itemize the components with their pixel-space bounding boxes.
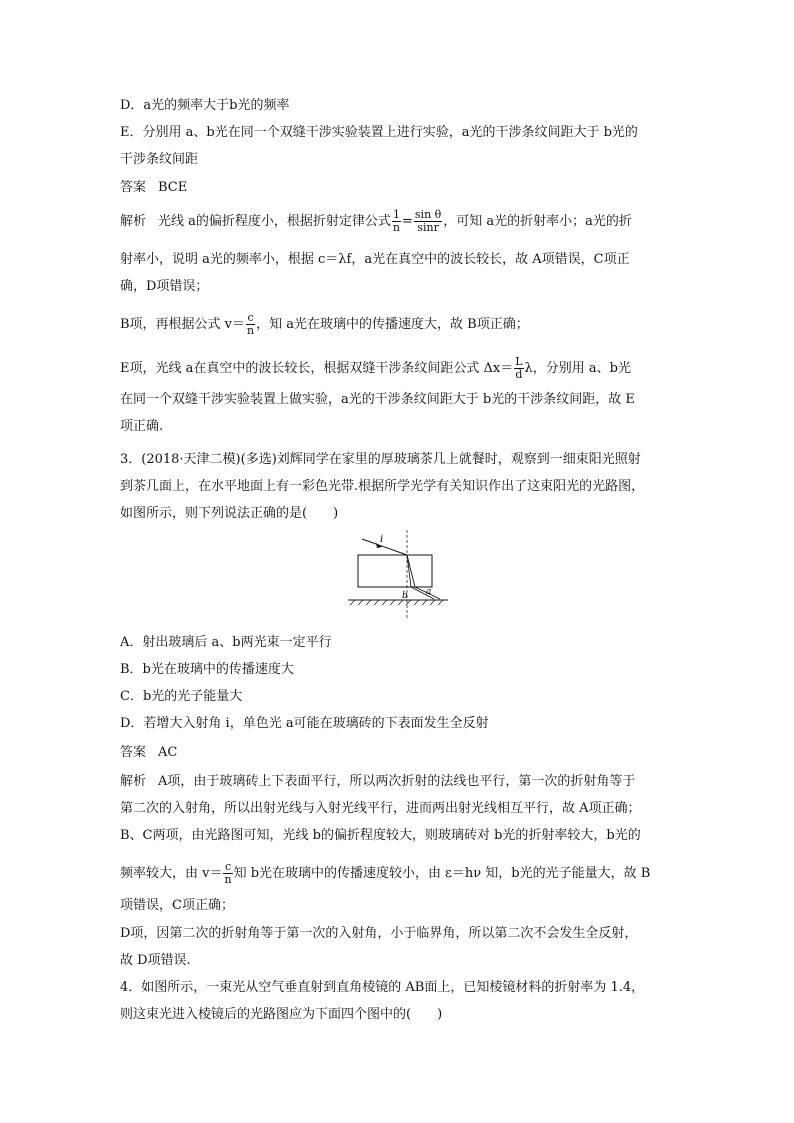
answer-2 [120, 179, 680, 197]
fraction-1-over-n: $\frac{1}{n}$ [392, 208, 400, 234]
refracted-ray-a [407, 555, 415, 587]
question-3-line1: 3．(2018·天津二模)(多选)刘辉同学在家里的厚玻璃茶几上就餐时，观察到一细束阳光照射 [120, 452, 641, 467]
answer-3 [120, 744, 680, 762]
explanation-3-line3: B、C两项，由光路图可知，光线 b的偏折程度较大，则玻璃砖对 b光的折射率较大，b光的 [120, 828, 641, 843]
explanation-3-line1: 解析 A项，由于玻璃砖上下表面平行，所以两次折射的法线也平行，第一次的折射角等于 [120, 774, 636, 789]
option-3b: B．b光在玻璃中的传播速度大 [120, 662, 294, 677]
answer-label: 答案 [120, 180, 147, 195]
explanation-2-line4: B项，再根据公式 v＝ $\frac{c}{n}$ ，知 a光在玻璃中的传播速度大，故 B项正确； [120, 311, 529, 337]
explanation-label: 解析 [120, 774, 147, 789]
explanation-2-line1: 解析 光线 a的偏折程度小，根据折射定律公式 $\frac{1}{n}$ = $\frac{\text{sin θ}}{\sin r}$ ，可知 a光的折射率小；a光的折 [120, 208, 632, 234]
answer-value: AC [158, 745, 178, 760]
explanation-2-line3: 确，D项错误； [120, 279, 209, 294]
label-a: a [426, 587, 432, 597]
explanation-3-line2: 第二次的入射角，所以出射光线与入射光线平行，进而两出射光线相互平行，故 A项正确； [120, 801, 641, 816]
fraction-c-over-n: $\frac{c}{n}$ [224, 860, 232, 886]
fraction-l-over-d: $\frac{L}{d}$ [515, 355, 523, 381]
light-path-figure [340, 530, 450, 620]
option-3c: C．b光的光子能量大 [120, 689, 243, 704]
explanation-3-line5: 项错误，C项正确； [120, 898, 234, 913]
label-b: b [402, 591, 408, 601]
answer-label: 答案 [120, 745, 147, 760]
label-i: i [380, 534, 384, 545]
option-d-prev: D．a光的频率大于b光的频率 [120, 98, 290, 113]
question-4-line2: 则这束光进入棱镜后的光路图应为下面四个图中的( ) [120, 1007, 443, 1022]
refracted-ray-b [407, 555, 411, 587]
explanation-2-line7: 项正确. [120, 419, 164, 434]
option-3d: D．若增大入射角 i，单色光 a可能在玻璃砖的下表面发生全反射 [120, 716, 489, 731]
option-e-prev-line1: E．分别用 a、b光在同一个双缝干涉实验装置上进行实验，a光的干涉条纹间距大于 b光的 [120, 125, 638, 140]
explanation-3-line6: D项，因第二次的折射角等于第一次的入射角，小于临界角，所以第二次不会发生全反射， [120, 926, 638, 941]
explanation-3-line7: 故 D项错误. [120, 953, 191, 968]
explanation-3-line4: 频率较大，由 v＝ $\frac{c}{n}$ 知 b光在玻璃中的传播速度较小，由 ε＝hν 知，b光的光子能量大，故 B [120, 860, 651, 886]
answer-value: BCE [158, 180, 188, 195]
explanation-2-line5: E项，光线 a在真空中的波长较长，根据双缝干涉条纹间距公式 Δx＝ $\frac{L}{d}$ λ，分别用 a、b光 [120, 355, 631, 381]
explanation-label: 解析 [120, 214, 147, 229]
explanation-2-line6: 在同一个双缝干涉实验装置上做实验，a光的干涉条纹间距大于 b光的干涉条纹间距，故 E [120, 392, 635, 407]
option-3a: A．射出玻璃后 a、b两光束一定平行 [120, 635, 332, 650]
incident-ray [362, 539, 407, 555]
question-3-line3: 如图所示，则下列说法正确的是( ) [120, 506, 339, 521]
option-e-prev-line2: 干涉条纹间距 [120, 152, 199, 167]
question-3-line2: 到茶几面上，在水平地面上有一彩色光带.根据所学光学有关知识作出了这束阳光的光路图， [120, 479, 645, 494]
fraction-c-over-n: $\frac{c}{n}$ [247, 311, 255, 337]
explanation-2-line2: 射率小，说明 a光的频率小，根据 c＝λf，a光在真空中的波长较长，故 A项错误，C项正 [120, 252, 630, 267]
glass-block [358, 555, 432, 587]
question-4-line1: 4．如图所示，一束光从空气垂直射到直角棱镜的 AB面上，已知棱镜材料的折射率为 1.4， [120, 980, 645, 995]
ground-hatch [350, 600, 443, 605]
fraction-sin-theta-over-sinr: $\frac{\text{sin θ}}{\sin r}$ [414, 208, 442, 234]
